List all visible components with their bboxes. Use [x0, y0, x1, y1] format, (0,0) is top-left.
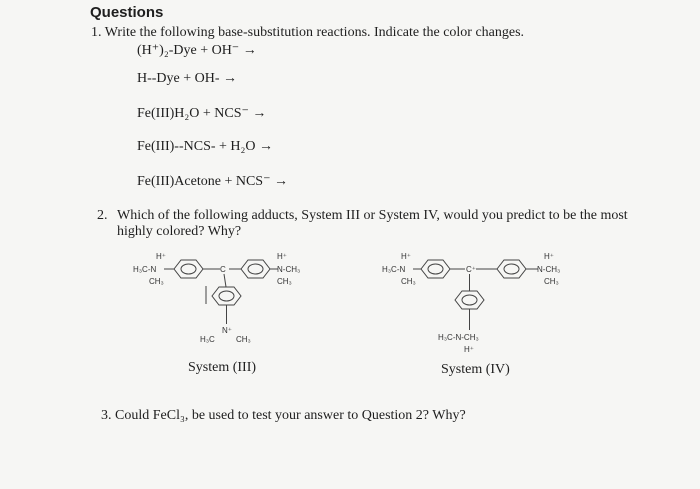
system-iii-bottom-left: H₃C [200, 335, 215, 344]
system-iii-left-n: H₃C-N [133, 265, 157, 274]
system-iv-ring-bottom-inner [462, 295, 477, 305]
system-iii-center-c: C [220, 265, 226, 274]
system-iv-ring-right-inner [504, 264, 519, 274]
equation-5: Fe(III)Acetone + NCS⁻ → [137, 174, 288, 189]
question-3 [101, 408, 466, 424]
system-iii-left-h: H⁺ [156, 252, 166, 261]
system-iii-ring-bottom-inner [219, 291, 234, 301]
system-iii-ring-left [174, 260, 203, 278]
system-iv-right-ch3: CH₃ [544, 277, 559, 286]
question-3-text: Could FeCl₃, be used to test your answer to Question 2? Why? [115, 408, 466, 423]
system-iii-bottom-n: N⁺ [222, 326, 232, 335]
question-3-number: 3. [101, 408, 112, 423]
question-1-number: 1. [91, 25, 102, 40]
equation-1: (H⁺)₂-Dye + OH⁻ → [137, 43, 257, 58]
system-iv-right-h: H⁺ [544, 252, 554, 261]
system-iii-bond-c-bottom [224, 274, 226, 287]
system-iii-ring-bottom [212, 287, 241, 305]
system-iv-label: System (IV) [441, 362, 510, 377]
system-iii-ring-right [241, 260, 270, 278]
equation-4: Fe(III)--NCS- + H₂O → [137, 139, 274, 154]
system-iv-bottom-n: H₃C-N-CH₃ [438, 333, 479, 342]
system-iii-label: System (III) [188, 360, 257, 375]
equation-2: H--Dye + OH- → [137, 71, 238, 86]
system-iii-bottom-right: CH₃ [236, 335, 251, 344]
system-iv-bottom-h: H⁺ [464, 345, 474, 354]
system-iv-left-h: H⁺ [401, 252, 411, 261]
system-iv-ring-bottom [455, 291, 484, 309]
system-iii-right-ch3: CH₃ [277, 277, 292, 286]
system-iv-left-n: H₃C-N [382, 265, 406, 274]
system-iv-ring-left [421, 260, 450, 278]
question-2-text: Which of the following adducts, System III or System IV, would you predict to be the most highly colored? Why? [117, 208, 628, 239]
system-iii-right-h: H⁺ [277, 252, 287, 261]
questions-heading: Questions [90, 4, 164, 21]
question-2-number: 2. [97, 208, 108, 223]
system-iii-ring-left-inner [181, 264, 196, 274]
system-iv-center-c: C⁺ [466, 265, 476, 274]
system-iii-left-ch3: CH₃ [149, 277, 164, 286]
system-iii-ring-right-inner [248, 264, 263, 274]
system-iv-left-ch3: CH₃ [401, 277, 416, 286]
system-iii-right-n: N-CH₃ [277, 265, 301, 274]
question-1-text: Write the following base-substitution reactions. Indicate the color changes. [104, 25, 525, 40]
system-iv-right-n: N-CH₃ [537, 265, 561, 274]
system-iv-ring-right [497, 260, 526, 278]
equation-3: Fe(III)H₂O + NCS⁻ → [137, 106, 267, 121]
system-iv-ring-left-inner [428, 264, 443, 274]
